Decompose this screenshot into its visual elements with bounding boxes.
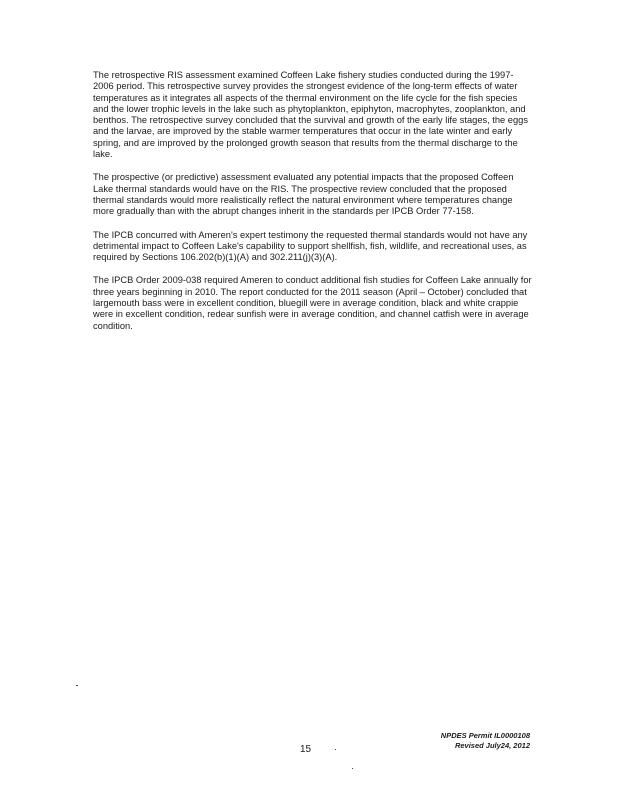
paragraph-ipcb-concurrence: The IPCB concurred with Ameren's expert testimony the requested thermal standards would not have any detrimental impact to Coffeen Lake's capability to support shellfish, fish, wildlife, and recreational uses, as required by Sections 106.202(b)(1)(A) and 302.211(j)(3)(A). — [93, 229, 528, 263]
page-number: 15 — [300, 744, 312, 755]
revised-date: Revised July24, 2012 — [454, 741, 530, 750]
permit-id: NPDES Permit IL0000108 — [440, 731, 530, 740]
scan-speck — [352, 768, 353, 769]
permit-footer — [441, 731, 530, 751]
scan-speck — [335, 749, 336, 750]
body-text — [93, 70, 533, 344]
paragraph-ipcb-order: The IPCB Order 2009-038 required Ameren to conduct additional fish studies for Coffeen Lake annually for three years beginning in 2010. The report conducted for the 2011 season (April – October) concluded that largemouth bass were in excellent condition, bluegill were in average condition, black and white crappie were in excellent condition, redear sunfish were in average condition, and channel catfish were in average condition. — [93, 275, 532, 331]
paragraph-prospective: The prospective (or predictive) assessment evaluated any potential impacts that the proposed Coffeen Lake thermal standards would have on the RIS. The prospective review concluded that the proposed thermal standards would more realistically reflect the natural environment where temperatures change more gradually than with the abrupt changes inherit in the standards per IPCB Order 77-158. — [93, 172, 514, 217]
scan-speck — [76, 685, 78, 686]
paragraph-retrospective: The retrospective RIS assessment examined Coffeen Lake fishery studies conducted during the 1997-2006 period. This retrospective survey provides the strongest evidence of the long-term effects of water temperatures as it integrates all aspects of the thermal environment on the life cycle for the fish species and the lower trophic levels in the lake such as phytoplankton, epiphyton, macrophytes, zooplankton, and benthos. The retrospective survey concluded that the survival and growth of the early life stages, the eggs and the larvae, are improved by the stable warmer temperatures that occur in the late winter and early spring, and are improved by the prolonged growth season that results from the thermal discharge to the lake. — [93, 70, 528, 160]
